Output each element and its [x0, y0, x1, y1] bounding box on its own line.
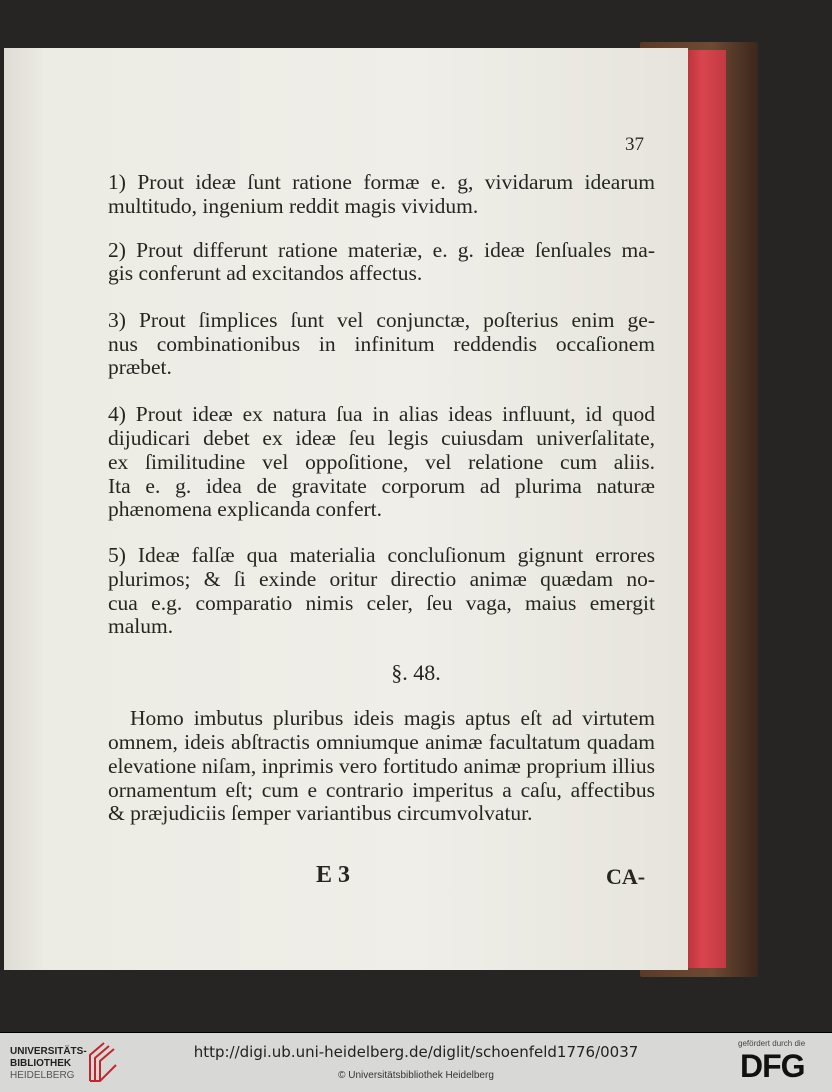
text-line: 5) Ideæ falſæ qua materialia concluſionum gignunt errores [108, 543, 655, 567]
section-heading: §. 48. [391, 660, 441, 685]
copyright-text: © Universitätsbibliothek Heidelberg [338, 1070, 494, 1081]
text-line: gis conferunt ad excitandos affectus. [108, 261, 423, 285]
text-line: elevatione niſam, inprimis vero fortitudo animæ proprium illius [108, 754, 655, 778]
text-line: multitudo, ingenium reddit magis vividum. [108, 194, 479, 218]
page-number: 37 [625, 134, 644, 155]
text-line: Homo imbutus pluribus ideis magis aptus eſt ad virtutem [130, 706, 655, 730]
text-line: dijudicari debet ex ideæ ſeu legis cuiusdam univerſalitate, [108, 426, 655, 450]
text-line: præbet. [108, 355, 172, 379]
logo-line: BIBLIOTHEK [10, 1058, 72, 1069]
text-line: ornamentum eſt; cum e contrario imperitus a caſu, affectibus [108, 778, 655, 802]
text-line: 1) Prout ideæ ſunt ratione formæ e. g, vividarum idearum [108, 170, 655, 194]
signature-mark: E 3 [316, 862, 351, 888]
text-line: & præjudiciis ſemper variantibus circumvolvatur. [108, 801, 533, 825]
logo-line: HEIDELBERG [10, 1070, 75, 1081]
text-line: 2) Prout differunt ratione materiæ, e. g. ideæ ſenſuales ma- [108, 238, 655, 262]
text-line: malum. [108, 614, 174, 638]
red-page-edge [686, 50, 726, 968]
text-line: 4) Prout ideæ ex natura ſua in alias ideas influunt, id quod [108, 402, 655, 426]
footer-bar [0, 1032, 832, 1092]
text-line: Ita e. g. idea de gravitate corporum ad plurima naturæ [108, 474, 655, 498]
document-url[interactable]: http://digi.ub.uni-heidelberg.de/diglit/schoenfeld1776/0037 [193, 1043, 639, 1061]
text-line: plurimos; & ſi exinde oritur directio animæ quædam no- [108, 567, 655, 591]
logo-line: UNIVERSITÄTS- [10, 1046, 87, 1057]
dfg-logo: DFG [740, 1048, 805, 1084]
text-line: ex ſimilitudine vel oppoſitione, vel relatione cum aliis. [108, 450, 655, 474]
catchword: CA- [606, 864, 646, 889]
text-line: phænomena explicanda confert. [108, 497, 383, 521]
text-line: 3) Prout ſimplices ſunt vel conjunctæ, poſterius enim ge- [108, 308, 655, 332]
text-line: nus combinationibus in infinitum reddendis occaſionem [108, 332, 655, 356]
text-line: omnem, ideis abſtractis omniumque animæ facultatum quadam [108, 730, 655, 754]
text-line: cua e.g. comparatio nimis celer, ſeu vaga, maius emergit [108, 591, 655, 615]
funding-label: gefördert durch die [738, 1039, 806, 1048]
